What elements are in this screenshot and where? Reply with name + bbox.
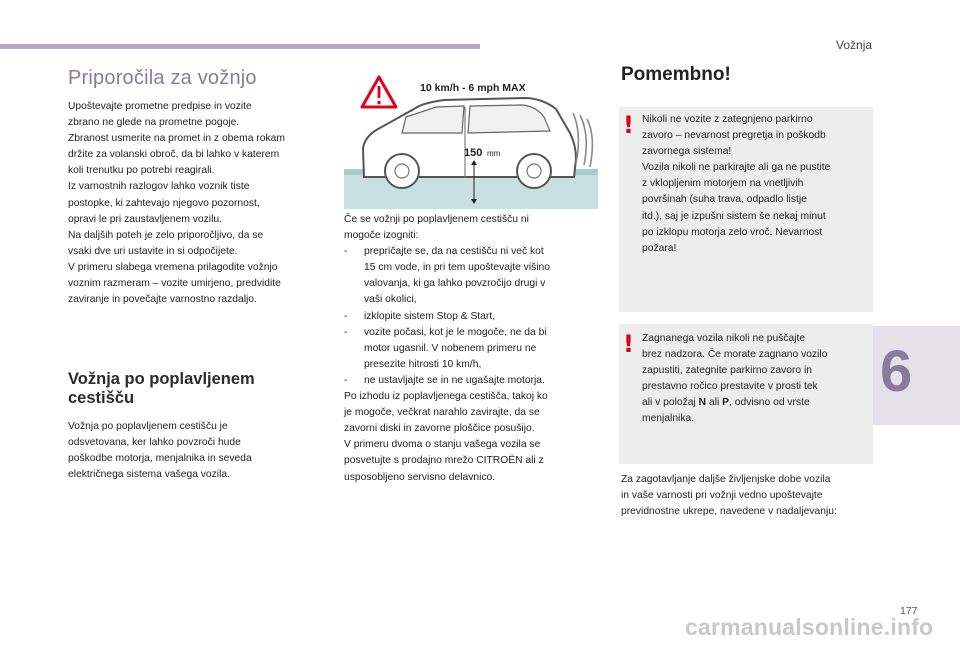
text-line: voznim razmeram – vozite umirjeno, predvidite [68,278,281,290]
text-line: zavorni diski in zavorne ploščice posušijo. [344,423,535,435]
list-item [344,373,594,389]
list-bullet: - [344,310,348,322]
text-line: in vaše varnosti pri vožnji vedno upoštevajte [621,490,823,502]
water-depth-value: 150 [464,147,483,159]
text-line: Upoštevajte prometne predpise in vozite [68,101,252,112]
text-line: Za zagotavljanje daljše življenjske dobe vozila [621,474,831,485]
text-line: zaviranje in povečajte varnostno razdaljo. [68,294,257,306]
flood-instructions [344,212,594,486]
text-line: posvetujte s prodajno mrežo CITROËN ali z [344,455,544,467]
header-accent-bar [0,44,480,49]
text-line: mogoče izogniti: [344,230,419,242]
text-line: motor ugasnil. V nobenem primeru ne [364,342,537,354]
important-title: Pomembno! [621,64,731,85]
warning-exclamation-icon: ! [623,330,634,358]
text-line: vsaki dve uri ustavite in si odpočijete. [68,245,238,257]
text-line: požara! [642,242,677,254]
page-number: 177 [900,605,918,617]
text-line: V primeru slabega vremena prilagodite vožnjo [68,261,278,273]
chapter-number: 6 [880,339,913,404]
list-item [344,325,594,373]
warning-box-parking-brake [619,107,873,312]
text-line: postopke, ki zahtevajo njegovo pozornost, [68,197,260,209]
text-line: vaši okolici, [364,294,417,306]
speed-limit-label: 10 km/h - 6 mph MAX [420,82,526,94]
text-line: Po izhodu iz poplavljenega cestišča, takoj ko [344,391,548,403]
watermark: carmanualsonline.info [685,614,934,640]
warning-box-unattended-vehicle [619,324,873,464]
list-bullet: - [344,326,348,338]
text-line: izklopite sistem Stop & Start, [364,310,496,322]
text-line: Iz varnostnih razlogov lahko voznik tiste [68,181,250,193]
list-bullet: - [344,246,348,258]
gear-p-label: P [722,397,730,409]
text-line: presezite hitrosti 10 km/h, [364,358,482,370]
text-line: zbrano ne glede na prometne pogoje. [68,117,240,129]
outro-paragraph [621,472,881,520]
page-title: Priporočila za vožnjo [68,67,257,89]
text-line: previdnostne ukrepe, navedene v nadaljevanju: [621,506,837,518]
warning-exclamation-icon: ! [623,111,634,139]
text-line: valovanja, ki ga lahko povzročijo drugi v [364,278,546,290]
text-line: poškodbe motorja, menjalnika in seveda [68,453,252,465]
text-line: vozite počasi, kot je le mogoče, ne da bi [364,326,547,338]
text-line: z vklopljenim motorjem na vnetljivih [642,178,804,190]
section-title: Vožnja [836,38,873,52]
text-line: opravi le pri zaustavljenem vozilu. [68,213,222,225]
list-bullet: - [344,374,348,386]
text-line: V primeru dvoma o stanju vašega vozila se [344,439,541,451]
text-line: ne ustavljajte se in ne ugašajte motorja. [364,374,545,386]
intro-paragraph [68,99,328,308]
text-line: Vozila nikoli ne parkirajte ali ga ne pustite [642,162,831,174]
text-line: Na daljših poteh je zelo priporočljivo, da se [68,229,264,241]
text-line: prepričajte se, da na cestišču ni več kot [364,246,544,258]
text-line: po izklopu motorja zelo vroč. Nevarnost [642,226,823,238]
text-line: držite za volanski obroč, da bi lahko v katerem [68,149,280,161]
text-line: površinah (suha trava, odpadlo listje [642,194,807,206]
list-item [344,309,594,325]
text-line: odsvetovana, ker lahko povzroči hude [68,437,241,449]
text-line: Nikoli ne vozite z zategnjeno parkirno [642,114,813,125]
text-line: zavoro – nevarnost pregretja in poškodb [642,130,826,142]
text-line: itd.), saj je izpušni sistem še nekaj minut [642,210,826,222]
text-line: je mogoče, večkrat narahlo zavirajte, da se [344,407,540,419]
list-item [344,244,594,308]
flood-paragraph [68,419,328,483]
text-line: Zbranost usmerite na promet in z obema rokam [68,133,285,145]
text-line: zavornega sistema! [642,146,732,158]
text-line: 15 cm vode, in pri tem upoštevajte višino [364,262,551,274]
warning-text [642,112,870,257]
flood-section-title: Vožnja po poplavljenem cestišču [68,370,255,407]
water-depth-unit: mm [487,149,501,158]
text-line: Vožnja po poplavljenem cestišču je [68,421,228,432]
gear-n-label: N [698,397,707,409]
warning-text: Zagnanega vozila nikoli ne puščajte brez nadzora. Če morate zagnano vozilo zapustiti, zategnite parkirno zavoro in prestavno ročico prestavite v prosti tek ali v položaj N ali P, odvisno od vrste menjalnika. [642,333,828,425]
text-line: koli trenutku po potrebi reagirali. [68,165,215,177]
text-line: Če se vožnji po poplavljenem cestišču ni [344,214,529,225]
text-line: električnega sistema vašega vozila. [68,469,230,481]
flood-driving-illustration [344,73,598,209]
text-line: usposobljeno servisno delavnico. [344,471,496,483]
